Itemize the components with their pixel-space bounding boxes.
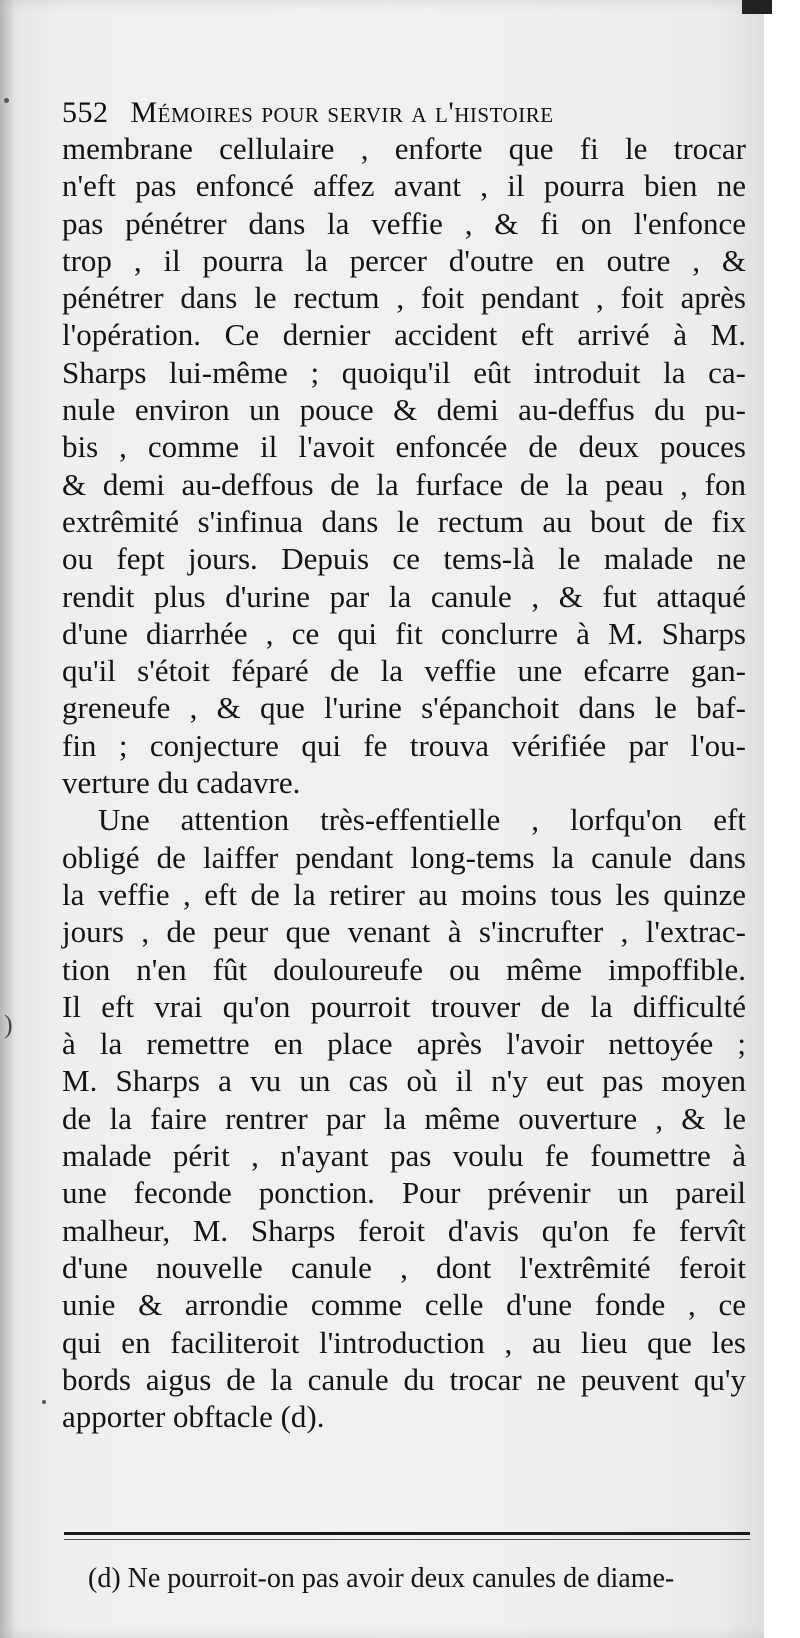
- text-line: nule environ un pouce & demi au-deffus du pu-: [62, 392, 746, 428]
- text-line: obligé de laiffer pendant long-tems la canule dans: [62, 839, 746, 875]
- text-line: membrane cellulaire , enforte que fi le trocar: [62, 131, 746, 166]
- footnote-rule: [64, 1532, 750, 1535]
- text-line: malheur, M. Sharps feroit d'avis qu'on fe fervît: [62, 1212, 746, 1248]
- margin-mark: ): [4, 1010, 13, 1039]
- text-line: qui en faciliteroit l'introduction , au lieu que les: [62, 1324, 746, 1360]
- text-line: Sharps lui-même ; quoiqu'il eût introduit la ca-: [62, 354, 746, 390]
- text-line: ou fept jours. Depuis ce tems-là le malade ne: [62, 541, 746, 577]
- text-line: tion n'en fût douloureufe ou même impoffible.: [62, 951, 746, 987]
- text-line: malade périt , n'ayant pas voulu fe foumettre à: [62, 1138, 746, 1174]
- ink-speck: [4, 98, 9, 103]
- text-line: une feconde ponction. Pour prévenir un pareil: [62, 1175, 746, 1211]
- text-line: pénétrer dans le rectum , foit pendant , foit après: [62, 280, 746, 316]
- text-line: bords aigus de la canule du trocar ne peuvent qu'y: [62, 1361, 746, 1397]
- text-line: pas pénétrer dans la veffie , & fi on l'enfonce: [62, 205, 746, 241]
- body-text: [62, 130, 746, 1435]
- text-line: de la faire rentrer par la même ouverture , & le: [62, 1100, 746, 1136]
- ink-speck: [42, 1400, 46, 1404]
- text-line: greneufe , & que l'urine s'épanchoit dans le baf-: [62, 690, 746, 726]
- text-line: qu'il s'étoit féparé de la veffie une efcarre gan-: [62, 653, 746, 689]
- text-line: n'eft pas enfoncé affez avant , il pourra bien ne: [62, 168, 746, 204]
- text-line: trop , il pourra la percer d'outre en outre , &: [62, 242, 746, 278]
- text-line: apporter obftacle (d).: [62, 1399, 325, 1435]
- text-line: M. Sharps a vu un cas où il n'y eut pas moyen: [62, 1063, 746, 1099]
- text-line: d'une nouvelle canule , dont l'extrêmité feroit: [62, 1249, 746, 1285]
- text-line: Une attention très-effentielle , lorfqu'on eft: [98, 802, 746, 838]
- text-line: jours , de peur que venant à s'incrufter , l'extrac-: [62, 914, 746, 950]
- text-line: verture du cadavre.: [62, 765, 301, 801]
- corner-shadow: [742, 0, 772, 14]
- text-line: unie & arrondie comme celle d'une fonde , ce: [62, 1287, 746, 1323]
- running-header: [62, 96, 554, 130]
- text-line: bis , comme il l'avoit enfoncée de deux pouces: [62, 429, 746, 465]
- text-line: & demi au-deffous de la furface de la peau , fon: [62, 466, 746, 502]
- footnote: (d) Ne pourroit-on pas avoir deux canules de diame-: [88, 1563, 675, 1594]
- page-number: 552: [62, 96, 109, 129]
- text-line: Il eft vrai qu'on pourroit trouver de la difficulté: [62, 988, 746, 1024]
- text-line: à la remettre en place après l'avoir nettoyée ;: [62, 1026, 746, 1062]
- page-edge: [764, 0, 782, 1638]
- footnote-rule-thin: [64, 1539, 750, 1540]
- text-line: d'une diarrhée , ce qui fit conclurre à M. Sharps: [62, 615, 746, 651]
- text-line: la veffie , eft de la retirer au moins tous les quinze: [62, 876, 746, 912]
- text-line: l'opération. Ce dernier accident eft arrivé à M.: [62, 317, 746, 353]
- text-line: fin ; conjecture qui fe trouva vérifiée par l'ou-: [62, 727, 746, 763]
- text-line: extrêmité s'infinua dans le rectum au bout de fix: [62, 503, 746, 539]
- text-line: rendit plus d'urine par la canule , & fut attaqué: [62, 578, 746, 614]
- running-title: Mémoires pour servir a l'histoire: [130, 96, 554, 129]
